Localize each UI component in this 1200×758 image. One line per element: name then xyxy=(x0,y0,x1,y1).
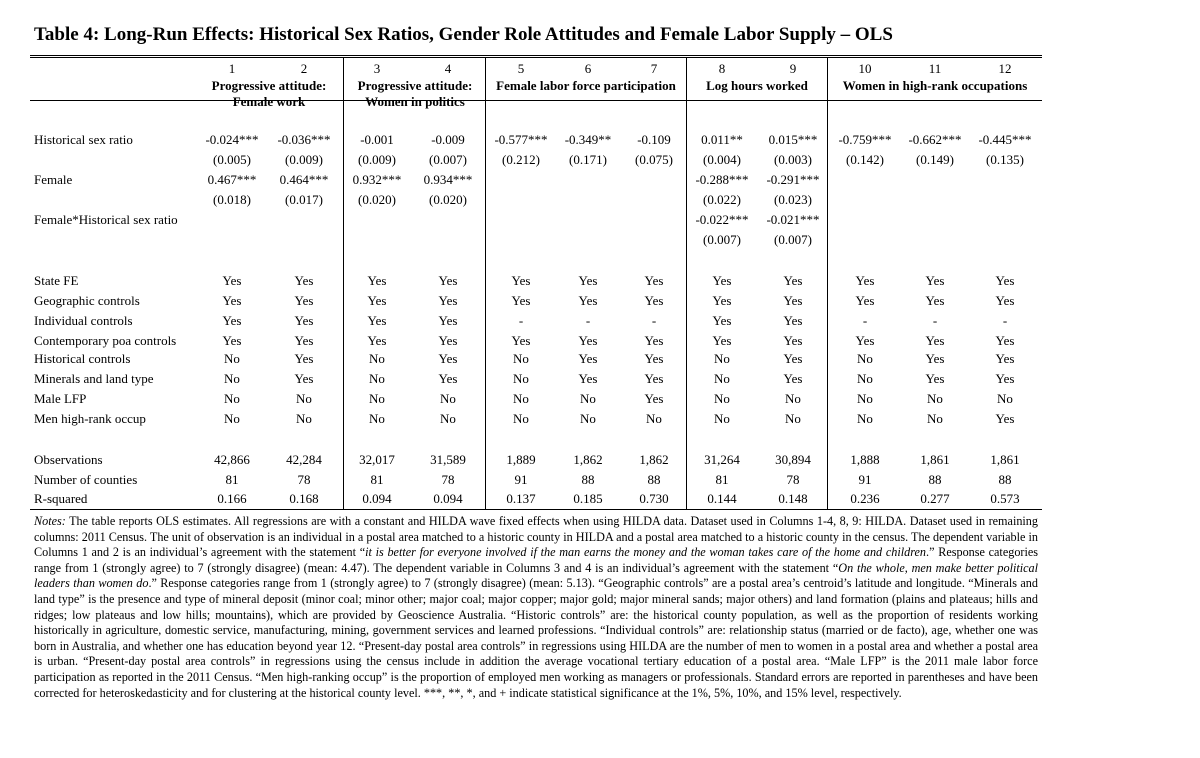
table-cell: Yes xyxy=(222,273,242,288)
table-cell: -0.109 xyxy=(637,132,671,147)
control-row-label: Men high-rank occup xyxy=(34,411,146,426)
table-cell: Yes xyxy=(783,293,803,308)
table-cell: No xyxy=(296,411,312,426)
table-cell: (0.007) xyxy=(703,232,741,247)
table-cell: (0.005) xyxy=(213,152,251,167)
table-cell: Yes xyxy=(294,371,314,386)
table-cell: 0.168 xyxy=(289,491,319,506)
table-cell: 31,589 xyxy=(430,452,466,467)
table-cell: 78 xyxy=(297,472,311,487)
table-cell: 81 xyxy=(715,472,729,487)
table-cell: Yes xyxy=(783,273,803,288)
column-group-3 xyxy=(487,78,685,94)
table-cell: (0.020) xyxy=(429,192,467,207)
column-group-1-line1: Progressive attitude: xyxy=(211,78,327,93)
statistic-row-label: Observations xyxy=(34,452,103,467)
column-number-4: 4 xyxy=(444,61,452,76)
column-number-8: 8 xyxy=(718,61,726,76)
notes-quote-1: it is better for everyone involved if the man earns the money and the woman takes care of the home and children xyxy=(365,545,927,560)
table-cell: No xyxy=(927,391,943,406)
table-cell: Yes xyxy=(438,371,458,386)
column-number-6: 6 xyxy=(584,61,592,76)
table-cell: 78 xyxy=(441,472,455,487)
table-cell: 1,889 xyxy=(506,452,536,467)
table-cell: Yes xyxy=(438,273,458,288)
table-cell: (0.017) xyxy=(285,192,323,207)
control-row-label: Individual controls xyxy=(34,313,133,328)
table-cell: 0.236 xyxy=(850,491,880,506)
table-cell: 81 xyxy=(225,472,239,487)
table-cell: Yes xyxy=(855,333,875,348)
table-cell: Yes xyxy=(995,333,1015,348)
control-row-label: State FE xyxy=(34,273,79,288)
table-cell: 30,894 xyxy=(775,452,811,467)
table-cell: - xyxy=(651,313,657,328)
column-number-2: 2 xyxy=(300,61,308,76)
table-title: Table 4: Long-Run Effects: Historical Sex Ratios, Gender Role Attitudes and Female Labor Supply – OLS xyxy=(34,24,893,45)
table-cell: -0.021*** xyxy=(766,212,820,227)
coefficient-row-label: Historical sex ratio xyxy=(34,132,133,147)
table-cell: Yes xyxy=(644,391,664,406)
table-cell: 0.015*** xyxy=(768,132,818,147)
table-cell: (0.003) xyxy=(774,152,812,167)
column-number-1: 1 xyxy=(228,61,236,76)
table-cell: 31,264 xyxy=(704,452,740,467)
table-cell: 42,284 xyxy=(286,452,322,467)
table-cell: Yes xyxy=(855,293,875,308)
table-cell: 1,862 xyxy=(573,452,603,467)
table-cell: (0.142) xyxy=(846,152,884,167)
column-group-5-line1: Women in high-rank occupations xyxy=(842,78,1028,93)
table-cell: 88 xyxy=(998,472,1012,487)
table-cell: No xyxy=(857,391,873,406)
table-cell: (0.009) xyxy=(358,152,396,167)
control-row-label: Minerals and land type xyxy=(34,371,154,386)
header-rule xyxy=(30,100,1042,101)
column-number-7: 7 xyxy=(650,61,658,76)
notes-text-3: .” Response categories range from 1 (strongly agree) to 7 (strongly disagree) (mean: 5.13). “Geographic controls” are a postal area’s centroid’s latitude and longitude. “Minerals and land type” is the presence and type of mineral deposit (minor coal; minor other; major coal; major copper; major gold; major mineral sands; major others) and land formation (plains and plateaus; hills and ridges; low plateaus and low hills; mountains), which are provided by Geoscience Australia. “Historic controls” are: the historical county population, as well as the proportion of residents working historically in agriculture, domestic service, manufacturing, mining, government services and learned professions. “Individual controls” are: relationship status (married or de facto), age, whether one was born in Australia, and whether one has education beyond year 12. “Present-day postal area controls” in regressions using HILDA are the number of men to women in a postal area and whether a postal area is urban. “Present-day postal area controls” in regressions using the census include in addition the average vocational tertiary education of a postal area. “Male LFP” is the 2011 male labor force participation as reported in the 2011 Census. “Men high-ranking occup” is the proportion of employed men working as managers or professionals. Standard errors are reported in parentheses and have been corrected for heteroskedasticity and for clustering at the historical county level. ***, **, *, and + indicate statistical significance at the 1%, 5%, 10%, and 15% level, respectively. xyxy=(34,576,1038,700)
table-cell: Yes xyxy=(578,293,598,308)
table-cell: Yes xyxy=(783,333,803,348)
top-rule xyxy=(30,55,1042,56)
table-cell: No xyxy=(580,391,596,406)
coefficient-row-label: Female xyxy=(34,172,73,187)
table-cell: Yes xyxy=(294,273,314,288)
column-number-9: 9 xyxy=(789,61,797,76)
coefficient-row-label: Female*Historical sex ratio xyxy=(34,212,178,227)
table-cell: (0.149) xyxy=(916,152,954,167)
table-cell: Yes xyxy=(294,293,314,308)
table-cell: Yes xyxy=(925,273,945,288)
table-cell: Yes xyxy=(995,293,1015,308)
table-cell: Yes xyxy=(578,351,598,366)
table-cell: 0.166 xyxy=(217,491,247,506)
table-cell: Yes xyxy=(511,273,531,288)
control-row-label: Geographic controls xyxy=(34,293,140,308)
table-cell: 0.144 xyxy=(707,491,737,506)
table-cell: - xyxy=(518,313,524,328)
table-cell: No xyxy=(580,411,596,426)
column-number-11: 11 xyxy=(928,61,942,76)
table-cell: No xyxy=(714,351,730,366)
table-cell: Yes xyxy=(783,371,803,386)
top-rule-double xyxy=(30,57,1042,58)
table-cell: 0.932*** xyxy=(352,172,402,187)
notes-text-1: The table reports OLS estimates. All regressions are with a constant and HILDA wave fixed effects when using HILDA data. Dataset used in Columns 1-4, 8, 9: HILDA. Dataset used in remaining columns: 2011 Census. The unit of observation is an individual in a postal area matched to a historic county in HILDA and a postal area matched to a historic county in the census. The dependent variable in Columns 1 and 2 is an individual’s agreement with the statement “ xyxy=(34,514,1038,560)
notes-label: Notes: xyxy=(34,514,66,528)
notes-quote-2: On the whole, men make better political leaders than women do xyxy=(34,560,1039,591)
table-cell: Yes xyxy=(294,333,314,348)
column-group-1 xyxy=(199,78,339,110)
control-row-label: Historical controls xyxy=(34,351,131,366)
table-cell: 88 xyxy=(647,472,661,487)
table-cell: Yes xyxy=(438,351,458,366)
table-cell: Yes xyxy=(995,273,1015,288)
table-cell: (0.075) xyxy=(635,152,673,167)
table-cell: (0.007) xyxy=(774,232,812,247)
table-cell: Yes xyxy=(222,333,242,348)
table-cell: - xyxy=(862,313,868,328)
table-cell: Yes xyxy=(644,351,664,366)
table-cell: 88 xyxy=(928,472,942,487)
column-group-4 xyxy=(688,78,826,94)
bottom-rule xyxy=(30,509,1042,510)
table-cell: 0.464*** xyxy=(279,172,329,187)
table-cell: -0.662*** xyxy=(908,132,962,147)
table-cell: 0.730 xyxy=(639,491,669,506)
table-cell: No xyxy=(927,411,943,426)
table-cell: 0.148 xyxy=(778,491,808,506)
table-cell: 91 xyxy=(858,472,872,487)
table-cell: 0.185 xyxy=(573,491,603,506)
table-cell: No xyxy=(224,391,240,406)
table-cell: Yes xyxy=(712,293,732,308)
table-cell: No xyxy=(785,411,801,426)
table-cell: No xyxy=(224,351,240,366)
table-cell: (0.018) xyxy=(213,192,251,207)
table-cell: Yes xyxy=(222,313,242,328)
table-cell: No xyxy=(369,411,385,426)
table-cell: - xyxy=(932,313,938,328)
table-cell: No xyxy=(224,411,240,426)
table-cell: Yes xyxy=(578,371,598,386)
table-cell: Yes xyxy=(925,371,945,386)
table-cell: (0.135) xyxy=(986,152,1024,167)
table-cell: 0.467*** xyxy=(207,172,257,187)
table-cell: No xyxy=(785,391,801,406)
table-cell: 0.094 xyxy=(362,491,392,506)
table-cell: 32,017 xyxy=(359,452,395,467)
table-cell: Yes xyxy=(367,293,387,308)
table-cell: Yes xyxy=(712,273,732,288)
table-cell: 1,861 xyxy=(920,452,950,467)
table-cell: (0.007) xyxy=(429,152,467,167)
table-cell: 0.011** xyxy=(701,132,743,147)
table-cell: Yes xyxy=(995,371,1015,386)
table-cell: No xyxy=(369,391,385,406)
table-cell: (0.004) xyxy=(703,152,741,167)
table-cell: - xyxy=(585,313,591,328)
column-number-3: 3 xyxy=(373,61,381,76)
table-cell: No xyxy=(440,411,456,426)
table-cell: No xyxy=(224,371,240,386)
table-cell: Yes xyxy=(511,333,531,348)
table-cell: 91 xyxy=(514,472,528,487)
table-cell: 1,888 xyxy=(850,452,880,467)
table-cell: (0.023) xyxy=(774,192,812,207)
table-cell: 1,862 xyxy=(639,452,669,467)
table-cell: 81 xyxy=(370,472,384,487)
table-cell: Yes xyxy=(438,293,458,308)
table-cell: No xyxy=(857,411,873,426)
table-cell: Yes xyxy=(367,313,387,328)
table-cell: No xyxy=(857,371,873,386)
table-cell: Yes xyxy=(712,333,732,348)
table-cell: (0.020) xyxy=(358,192,396,207)
table-notes xyxy=(34,514,1038,701)
table-cell: Yes xyxy=(294,313,314,328)
column-group-1-line2: Female work xyxy=(232,94,306,109)
table-cell: Yes xyxy=(783,313,803,328)
table-cell: Yes xyxy=(644,333,664,348)
table-cell: No xyxy=(646,411,662,426)
table-cell: -0.288*** xyxy=(695,172,749,187)
table-cell: (0.009) xyxy=(285,152,323,167)
table-cell: 78 xyxy=(786,472,800,487)
table-cell: Yes xyxy=(925,293,945,308)
column-group-3-line1: Female labor force participation xyxy=(496,78,676,93)
table-cell: No xyxy=(714,411,730,426)
table-cell: -0.445*** xyxy=(978,132,1032,147)
column-number-5: 5 xyxy=(517,61,525,76)
table-cell: 1,861 xyxy=(990,452,1020,467)
table-cell: No xyxy=(440,391,456,406)
column-number-10: 10 xyxy=(858,61,872,76)
table-cell: 42,866 xyxy=(214,452,250,467)
table-cell: Yes xyxy=(438,313,458,328)
table-cell: Yes xyxy=(367,333,387,348)
table-cell: No xyxy=(296,391,312,406)
table-cell: Yes xyxy=(367,273,387,288)
table-cell: Yes xyxy=(578,333,598,348)
column-group-2-line1: Progressive attitude: xyxy=(357,78,473,93)
table-cell: 0.277 xyxy=(920,491,950,506)
table-cell: No xyxy=(369,351,385,366)
table-cell: Yes xyxy=(855,273,875,288)
table-cell: No xyxy=(714,371,730,386)
table-cell: -0.759*** xyxy=(838,132,892,147)
table-cell: -0.022*** xyxy=(695,212,749,227)
table-cell: Yes xyxy=(644,371,664,386)
control-row-label: Male LFP xyxy=(34,391,87,406)
table-cell: -0.001 xyxy=(360,132,394,147)
notes-text-2: .” Response categories range from 1 (strongly agree) to 7 (strongly disagree) (mean: 4.47). The dependent variable in Columns 3 and 4 is an individual’s agreement with the statement “ xyxy=(34,545,1039,575)
control-row-label: Contemporary poa controls xyxy=(34,333,177,348)
table-cell: - xyxy=(1002,313,1008,328)
column-group-2 xyxy=(346,78,484,110)
table-cell: Yes xyxy=(783,351,803,366)
table-cell: No xyxy=(513,391,529,406)
table-cell: Yes xyxy=(712,313,732,328)
table-cell: No xyxy=(513,371,529,386)
table-cell: No xyxy=(714,391,730,406)
table-cell: Yes xyxy=(925,333,945,348)
table-cell: (0.171) xyxy=(569,152,607,167)
table-cell: Yes xyxy=(644,273,664,288)
table-cell: No xyxy=(369,371,385,386)
table-cell: -0.291*** xyxy=(766,172,820,187)
table-cell: -0.349** xyxy=(564,132,612,147)
table-cell: 0.094 xyxy=(433,491,463,506)
column-group-2-line2: Women in politics xyxy=(365,94,465,109)
column-group-5 xyxy=(829,78,1041,94)
table-cell: (0.022) xyxy=(703,192,741,207)
table-cell: (0.212) xyxy=(502,152,540,167)
table-cell: No xyxy=(513,351,529,366)
table-cell: -0.009 xyxy=(431,132,465,147)
table-cell: No xyxy=(997,391,1013,406)
table-cell: No xyxy=(857,351,873,366)
table-cell: Yes xyxy=(995,411,1015,426)
table-cell: 0.573 xyxy=(990,491,1020,506)
table-cell: Yes xyxy=(294,351,314,366)
column-number-12: 12 xyxy=(998,61,1012,76)
table-cell: Yes xyxy=(222,293,242,308)
table-cell: Yes xyxy=(995,351,1015,366)
table-cell: -0.577*** xyxy=(494,132,548,147)
table-cell: 0.137 xyxy=(506,491,536,506)
table-cell: Yes xyxy=(438,333,458,348)
table-cell: 0.934*** xyxy=(423,172,473,187)
table-cell: No xyxy=(513,411,529,426)
table-cell: -0.024*** xyxy=(205,132,259,147)
column-group-4-line1: Log hours worked xyxy=(706,78,808,93)
statistic-row-label: Number of counties xyxy=(34,472,138,487)
table-cell: Yes xyxy=(511,293,531,308)
statistic-row-label: R-squared xyxy=(34,491,88,506)
table-cell: Yes xyxy=(644,293,664,308)
table-cell: Yes xyxy=(925,351,945,366)
table-cell: 88 xyxy=(581,472,595,487)
table-cell: -0.036*** xyxy=(277,132,331,147)
table-cell: Yes xyxy=(578,273,598,288)
